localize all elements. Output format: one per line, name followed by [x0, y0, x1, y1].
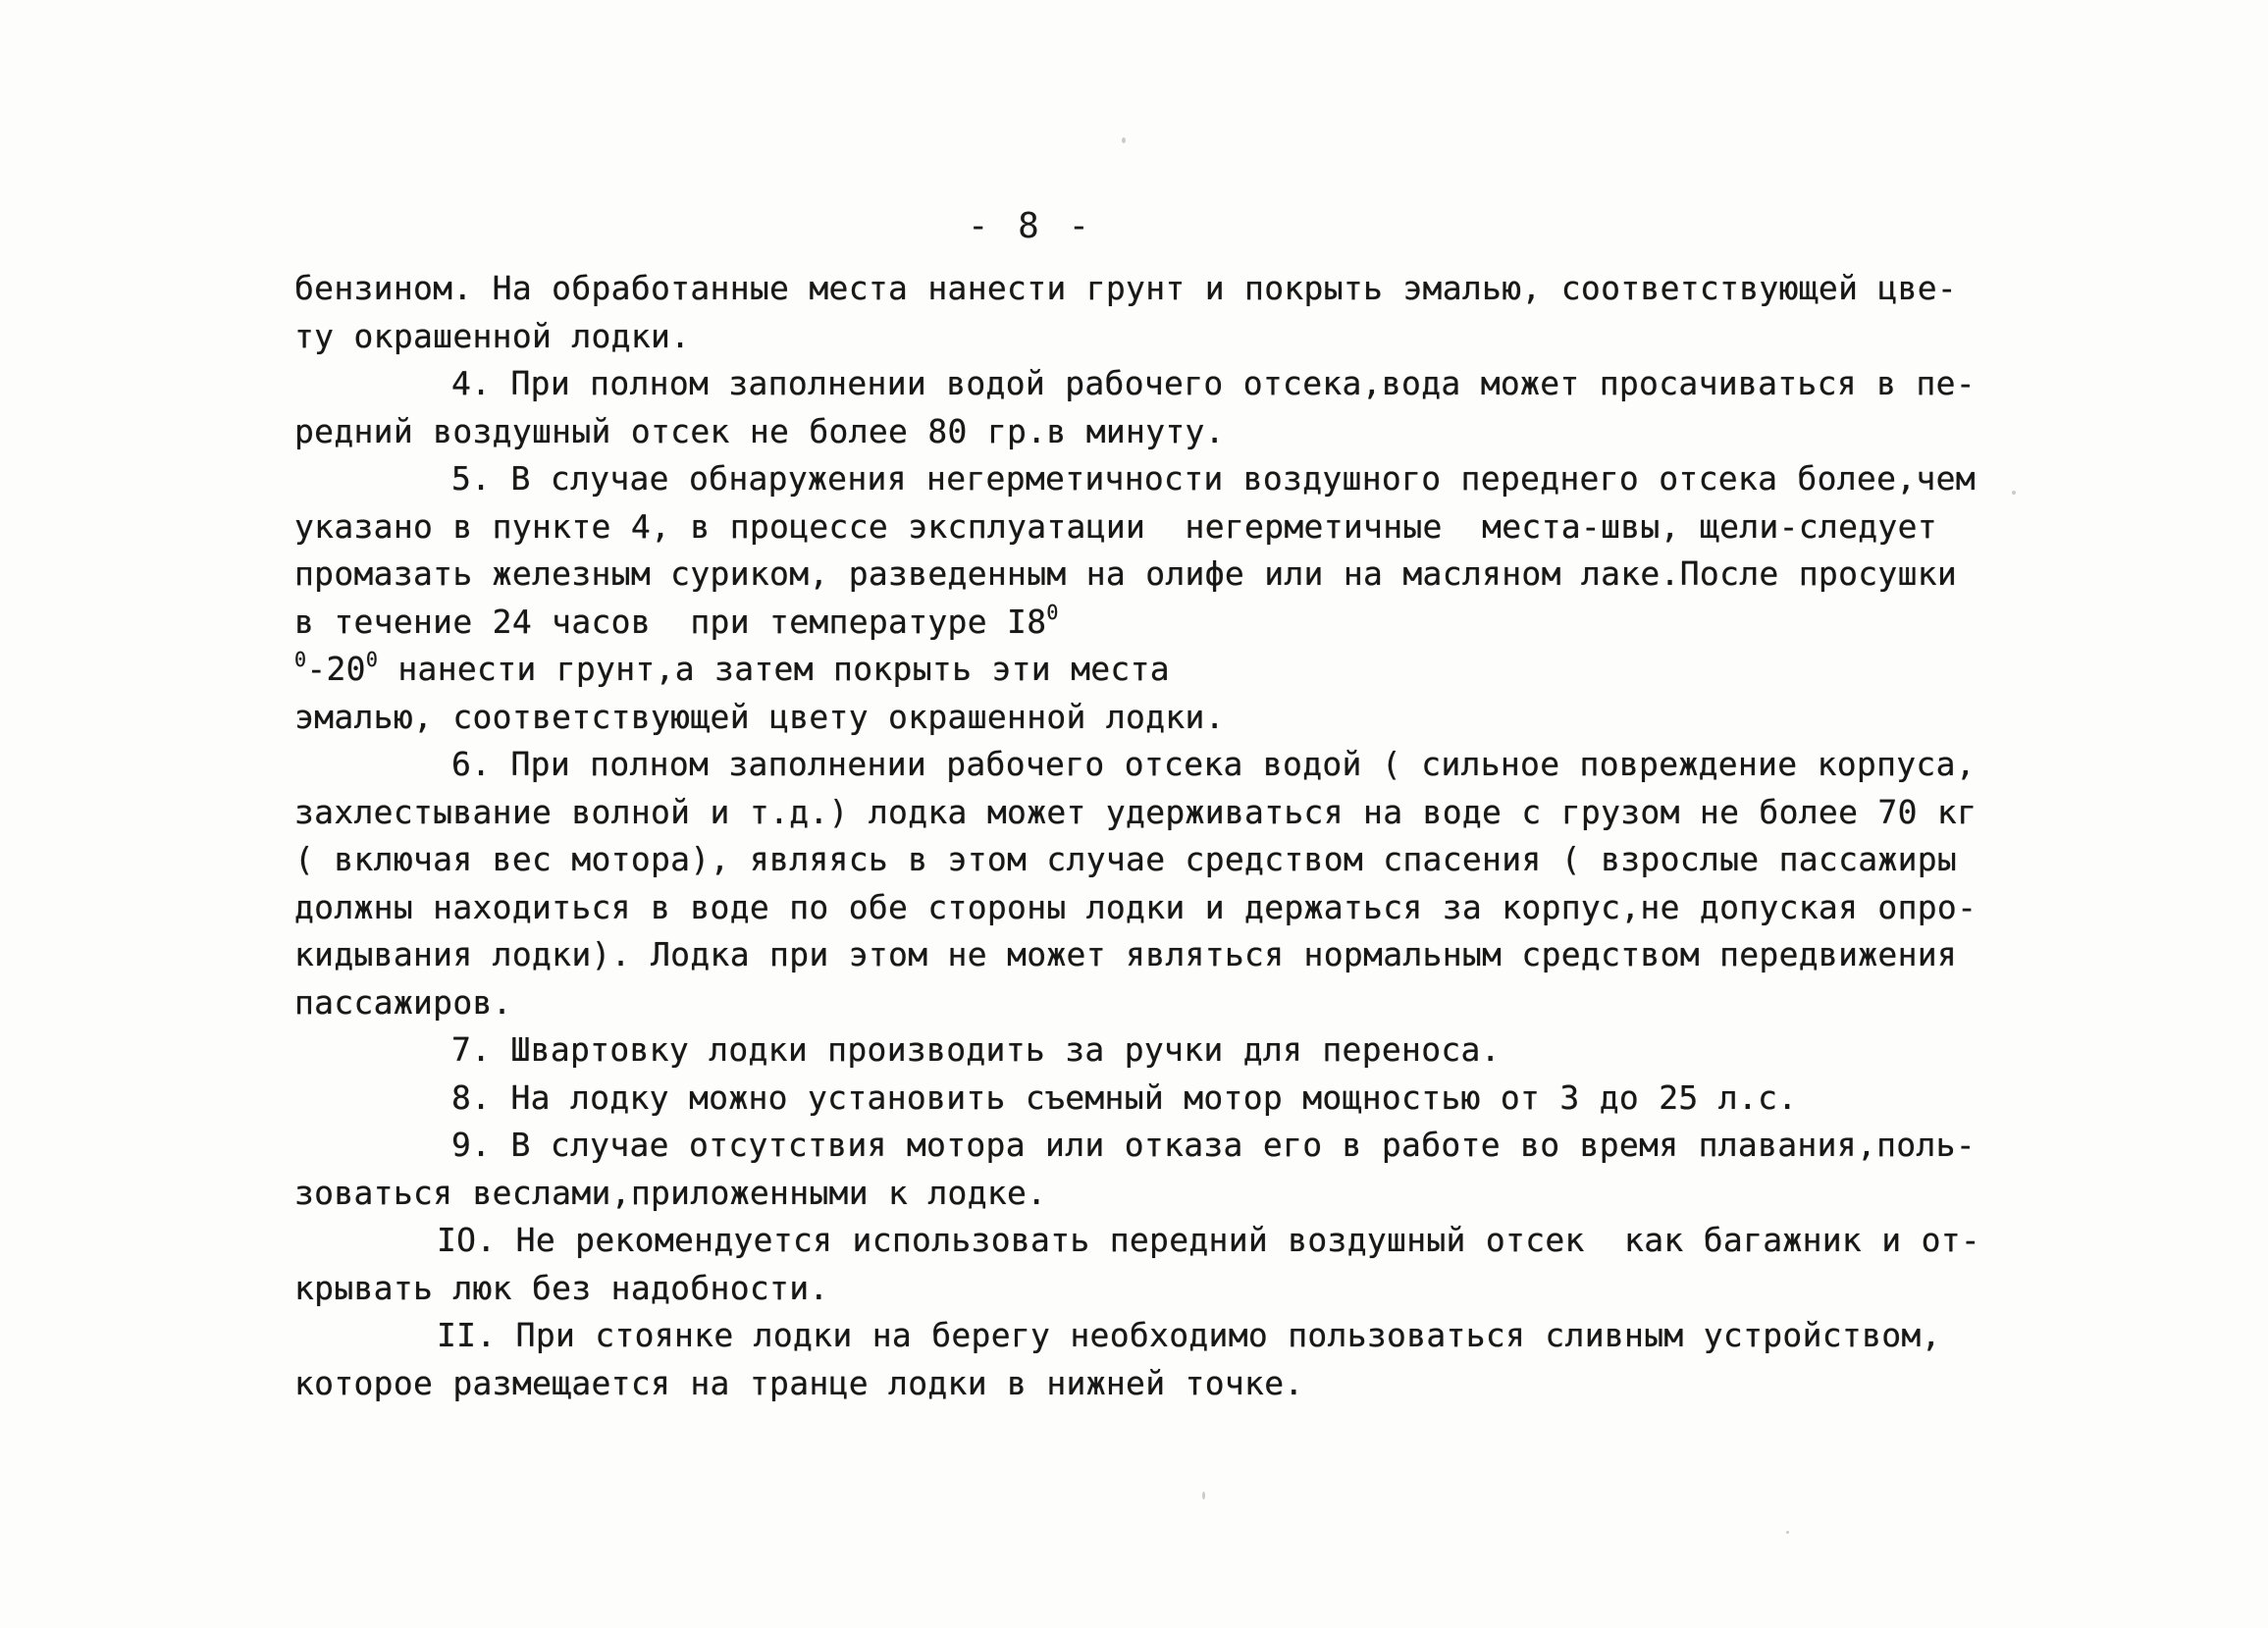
paragraph-item-11: II. При стоянке лодки на берегу необходимо пользоваться сливным устройством, — [437, 1316, 1941, 1354]
scan-speck — [1786, 1531, 1789, 1534]
paragraph-item-7: 7. Швартовку лодки производить за ручки для переноса. — [451, 1030, 1501, 1069]
text-line-temperature — [294, 599, 1982, 647]
text-line: промазать железным суриком, разведенным на олифе или на масляном лаке.После просушки — [294, 554, 1958, 593]
text-line: которое размещается на транце лодки в нижней точке. — [294, 1363, 1304, 1402]
temperature-text-middle: -20 — [306, 650, 366, 688]
text-line: зоваться веслами,приложенными к лодке. — [294, 1173, 1047, 1212]
text-line: пассажиров. — [294, 982, 512, 1022]
text-line: захлестывание волной и т.д.) лодка может удерживаться на воде с грузом не более 70 кг — [294, 792, 1978, 831]
text-line: крывать люк без надобности. — [294, 1268, 829, 1307]
text-line: ту окрашенной лодки. — [294, 316, 691, 355]
scan-speck — [2012, 491, 2016, 495]
text-line: ( включая вес мотора), являясь в этом случае средством спасения ( взрослые пассажиры — [294, 840, 1958, 878]
degree-superscript: 0 — [365, 648, 379, 671]
scan-speck — [1122, 137, 1126, 143]
text-line: должны находиться в воде по обе стороны лодки и держаться за корпус,не допуская опро- — [294, 887, 1978, 926]
paragraph-item-6: 6. При полном заполнении рабочего отсека водой ( сильное повреждение корпуса, — [451, 745, 1976, 783]
degree-superscript: 0 — [1046, 600, 1059, 624]
text-line: эмалью, соответствующей цвету окрашенной лодки. — [294, 697, 1225, 736]
degree-superscript: 0 — [294, 648, 307, 671]
text-line: указано в пункте 4, в процессе эксплуатации негерметичные места-швы, щели-следует — [294, 506, 1937, 546]
temperature-text-after: нанести грунт,а затем покрыть эти места — [378, 650, 1170, 688]
page-number: - 8 - — [967, 206, 1094, 246]
paragraph-item-5: 5. В случае обнаружения негерметичности воздушного переднего отсека более,чем — [451, 459, 1976, 498]
paragraph-item-10: IO. Не рекомендуется использовать передний воздушный отсек как багажник и от- — [437, 1221, 1981, 1259]
paragraph-item-8: 8. На лодку можно установить съемный мотор мощностью от 3 до 25 л.с. — [451, 1077, 1798, 1117]
text-line: бензином. На обработанные места нанести грунт и покрыть эмалью, соответствующей цве- — [294, 269, 1958, 307]
scan-speck — [1202, 1492, 1205, 1499]
text-line: кидывания лодки). Лодка при этом не может являться нормальным средством передвижения — [294, 935, 1958, 973]
text-line: редний воздушный отсек не более 80 гр.в минуту. — [294, 411, 1225, 450]
paragraph-item-4: 4. При полном заполнении водой рабочего отсека,вода может просачиваться в пе- — [451, 364, 1976, 402]
document-body — [294, 265, 1982, 1407]
temperature-text-before: в течение 24 часов при температуре I8 — [294, 602, 1047, 641]
paragraph-item-9: 9. В случае отсутствия мотора или отказа его в работе во время плавания,поль- — [451, 1126, 1976, 1164]
